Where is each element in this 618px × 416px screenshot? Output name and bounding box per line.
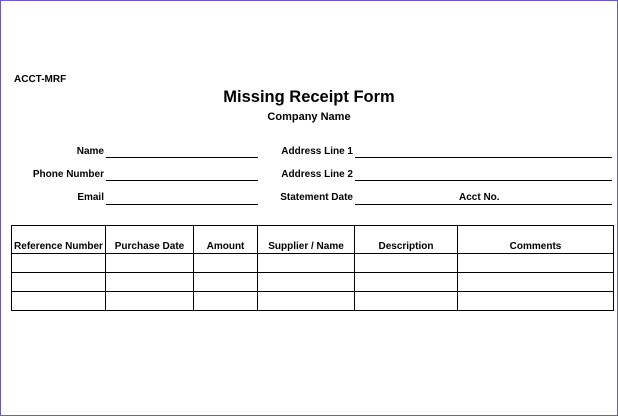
address2-label: Address Line 2 [281, 169, 353, 180]
table-cell[interactable] [194, 292, 258, 311]
statement-date-field[interactable] [355, 204, 612, 205]
table-cell[interactable] [106, 273, 194, 292]
company-name: Company Name [267, 111, 351, 123]
phone-label: Phone Number [32, 169, 104, 180]
table-row [12, 254, 614, 273]
name-field[interactable] [106, 157, 258, 158]
address2-field[interactable] [355, 180, 612, 181]
form-title: Missing Receipt Form [223, 88, 395, 106]
table-cell[interactable] [458, 273, 614, 292]
email-field[interactable] [106, 204, 258, 205]
name-label: Name [76, 146, 104, 157]
table-cell[interactable] [106, 292, 194, 311]
table-cell[interactable] [458, 292, 614, 311]
table-cell[interactable] [12, 292, 106, 311]
table-row [12, 292, 614, 311]
table-cell[interactable] [12, 254, 106, 273]
col-purchase-date: Purchase Date [106, 226, 194, 254]
phone-field[interactable] [106, 180, 258, 181]
table-cell[interactable] [355, 254, 458, 273]
email-label: Email [77, 192, 104, 203]
table-header-row [12, 226, 614, 254]
receipt-table [11, 225, 614, 311]
statement-date-label: Statement Date [280, 192, 353, 203]
table-cell[interactable] [258, 254, 355, 273]
col-supplier-name: Supplier / Name [258, 226, 355, 254]
table-row [12, 273, 614, 292]
form-code: ACCT-MRF [14, 74, 67, 85]
address1-field[interactable] [355, 157, 612, 158]
col-description: Description [355, 226, 458, 254]
table-cell[interactable] [194, 273, 258, 292]
table-cell[interactable] [106, 254, 194, 273]
table-cell[interactable] [458, 254, 614, 273]
acct-no-label: Acct No. [459, 192, 500, 203]
col-amount: Amount [194, 226, 258, 254]
table-cell[interactable] [355, 273, 458, 292]
col-comments: Comments [458, 226, 614, 254]
table-cell[interactable] [194, 254, 258, 273]
table-cell[interactable] [355, 292, 458, 311]
table-cell[interactable] [258, 292, 355, 311]
table-cell[interactable] [12, 273, 106, 292]
table-cell[interactable] [258, 273, 355, 292]
col-reference-number: Reference Number [12, 226, 106, 254]
address1-label: Address Line 1 [281, 146, 353, 157]
